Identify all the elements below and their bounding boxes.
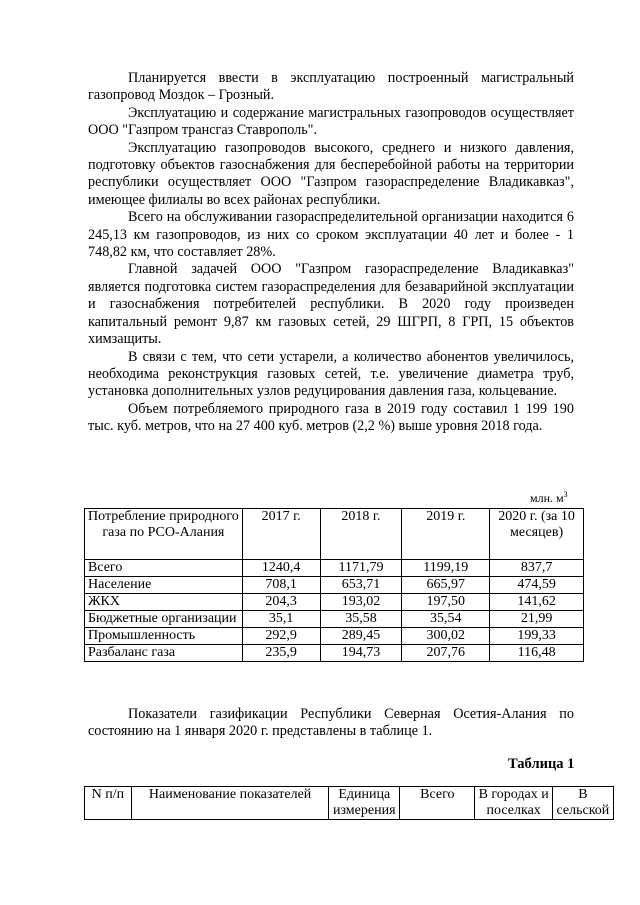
gas-consumption-table [84, 508, 584, 662]
row-label: Бюджетные организации [85, 611, 243, 628]
table-cell: 837,7 [490, 560, 584, 577]
header-cell: Всего [400, 787, 475, 820]
row-label: Промышленность [85, 628, 243, 645]
table-cell: 1240,4 [242, 560, 320, 577]
unit-label: млн. м [530, 491, 564, 505]
table-header-row [85, 509, 584, 560]
table-cell: 300,02 [402, 628, 490, 645]
table-cell: 193,02 [320, 594, 402, 611]
header-cell: 2017 г. [242, 509, 320, 560]
table-cell: 204,3 [242, 594, 320, 611]
closing-text [88, 706, 574, 741]
row-label: Всего [85, 560, 243, 577]
paragraph-network-length: Всего на обслуживании газораспределительной организации находится 6 245,13 км газопроводов, из них со сроком эксплуатации 40 лет и более - 1 748,82 км, что составляет 28%. [88, 209, 574, 261]
header-cell: 2020 г. (за 10 месяцев) [490, 509, 584, 560]
gasification-table [84, 786, 614, 820]
paragraph-consumption-volume: Объем потребляемого природного газа в 2019 году составил 1 199 190 тыс. куб. метров, что на 27 400 куб. метров (2,2 %) выше уровня 2018 года. [88, 400, 574, 435]
table-unit [530, 490, 568, 506]
table-cell: 141,62 [490, 594, 584, 611]
header-cell: В городах и поселках [475, 787, 552, 820]
table-cell: 474,59 [490, 577, 584, 594]
header-cell: N п/п [85, 787, 132, 820]
table-cell: 35,58 [320, 611, 402, 628]
table-cell: 708,1 [242, 577, 320, 594]
table-cell: 289,45 [320, 628, 402, 645]
header-cell: Наименование показателей [131, 787, 329, 820]
header-cell: Потребление природного газа по РСО-Алания [85, 509, 243, 560]
header-cell: В сельской [552, 787, 613, 820]
row-label: Население [85, 577, 243, 594]
table-cell: 116,48 [490, 645, 584, 662]
table-row [85, 628, 584, 645]
table1-caption: Таблица 1 [508, 756, 575, 772]
header-cell: Единица измерения [329, 787, 400, 820]
table-cell: 665,97 [402, 577, 490, 594]
unit-superscript: 3 [563, 490, 568, 499]
paragraph-pipeline: Планируется ввести в эксплуатацию построенный магистральный газопровод Моздок – Грозный. [88, 70, 574, 104]
table-cell: 292,9 [242, 628, 320, 645]
header-cell: 2018 г. [320, 509, 402, 560]
table-cell: 199,33 [490, 628, 584, 645]
table-cell: 653,71 [320, 577, 402, 594]
table-cell: 21,99 [490, 611, 584, 628]
table-cell: 197,50 [402, 594, 490, 611]
row-label: ЖКХ [85, 594, 243, 611]
header-cell: 2019 г. [402, 509, 490, 560]
table-row [85, 577, 584, 594]
table-header-row [85, 787, 614, 820]
table-cell: 1199,19 [402, 560, 490, 577]
table-cell: 235,9 [242, 645, 320, 662]
body-text [88, 70, 574, 436]
table-row [85, 611, 584, 628]
table-row [85, 560, 584, 577]
paragraph-reconstruction: В связи с тем, что сети устарели, а количество абонентов увеличилось, необходима реконструкция газовых сетей, т.е. увеличение диаметра труб, установка дополнительных узлов редуцирования давления газа, кольцевание. [88, 348, 574, 400]
paragraph-main-task: Главной задачей ООО "Газпром газораспределение Владикавказ" является подготовка систем газораспределения для безаварийной эксплуатации и газоснабжения потребителей республики. В 2020 году произведен капитальный ремонт 9,87 км газовых сетей, 29 ШГРП, 8 ГРП, 15 объектов химзащиты. [88, 261, 574, 348]
table-row [85, 594, 584, 611]
table-cell: 194,73 [320, 645, 402, 662]
table-cell: 35,1 [242, 611, 320, 628]
table-row [85, 645, 584, 662]
row-label: Разбаланс газа [85, 645, 243, 662]
paragraph-indicators: Показатели газификации Республики Северная Осетия-Алания по состоянию на 1 января 2020 г. представлены в таблице 1. [88, 706, 574, 740]
table-cell: 1171,79 [320, 560, 402, 577]
paragraph-operation: Эксплуатацию газопроводов высокого, среднего и низкого давления, подготовку объектов газоснабжения для бесперебойной работы на территории республики осуществляет ООО "Газпром газораспределение Владикавказ", имеющее филиалы во всех районах республики. [88, 139, 574, 208]
table-cell: 35,54 [402, 611, 490, 628]
table-cell: 207,76 [402, 645, 490, 662]
paragraph-transgaz: Эксплуатацию и содержание магистральных газопроводов осуществляет ООО "Газпром трансгаз Ставрополь". [88, 104, 574, 139]
